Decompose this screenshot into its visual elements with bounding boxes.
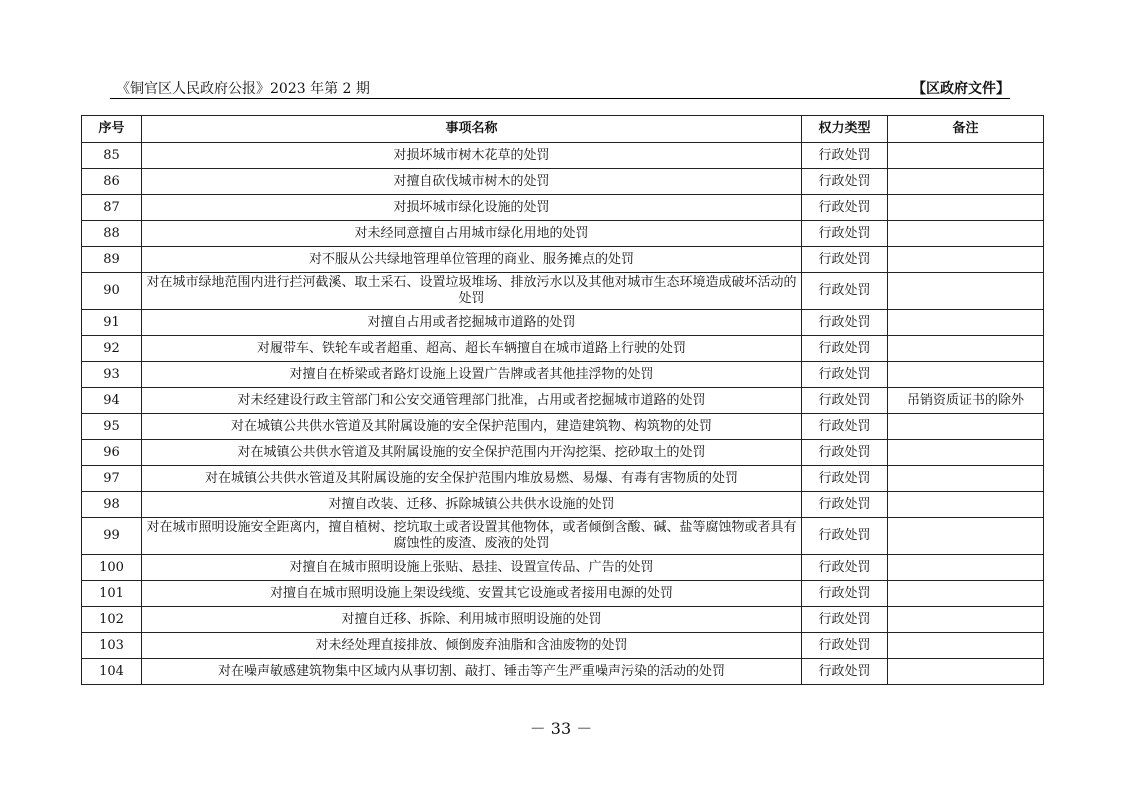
cell-note: 吊销资质证书的除外: [888, 388, 1044, 414]
cell-type: 行政处罚: [802, 169, 888, 195]
cell-name: 对履带车、铁轮车或者超重、超高、超长车辆擅自在城市道路上行驶的处罚: [142, 336, 802, 362]
cell-note: [888, 633, 1044, 659]
cell-name: 对在城市照明设施安全距离内，擅自植树、挖坑取土或者设置其他物体，或者倾倒含酸、碱、盐等腐蚀物或者具有腐蚀性的废渣、废液的处罚: [142, 518, 802, 555]
cell-note: [888, 362, 1044, 388]
cell-name: 对损坏城市树木花草的处罚: [142, 143, 802, 169]
cell-type: 行政处罚: [802, 414, 888, 440]
cell-note: [888, 195, 1044, 221]
table-row: [82, 440, 1044, 466]
cell-no: 92: [82, 336, 142, 362]
cell-name: 对未经建设行政主管部门和公安交通管理部门批准，占用或者挖掘城市道路的处罚: [142, 388, 802, 414]
column-header-name: 事项名称: [142, 116, 802, 143]
cell-no: 94: [82, 388, 142, 414]
cell-type: 行政处罚: [802, 466, 888, 492]
table-row: [82, 659, 1044, 685]
cell-note: [888, 555, 1044, 581]
cell-type: 行政处罚: [802, 659, 888, 685]
cell-name: 对擅自在桥梁或者路灯设施上设置广告牌或者其他挂浮物的处罚: [142, 362, 802, 388]
cell-name: 对未经同意擅自占用城市绿化用地的处罚: [142, 221, 802, 247]
cell-no: 89: [82, 247, 142, 273]
cell-no: 102: [82, 607, 142, 633]
cell-type: 行政处罚: [802, 336, 888, 362]
cell-name: 对擅自在城市照明设施上张贴、悬挂、设置宣传品、广告的处罚: [142, 555, 802, 581]
cell-type: 行政处罚: [802, 555, 888, 581]
cell-type: 行政处罚: [802, 440, 888, 466]
table-row: [82, 414, 1044, 440]
cell-no: 90: [82, 273, 142, 310]
cell-note: [888, 659, 1044, 685]
table-row: [82, 388, 1044, 414]
column-header-no: 序号: [82, 116, 142, 143]
cell-name: 对在城镇公共供水管道及其附属设施的安全保护范围内堆放易燃、易爆、有毒有害物质的处罚: [142, 466, 802, 492]
table-row: [82, 466, 1044, 492]
publication-title: 《铜官区人民政府公报》2023 年第 2 期: [116, 81, 370, 97]
cell-type: 行政处罚: [802, 247, 888, 273]
cell-name: 对擅自占用或者挖掘城市道路的处罚: [142, 310, 802, 336]
cell-note: [888, 518, 1044, 555]
cell-no: 86: [82, 169, 142, 195]
cell-name: 对在噪声敏感建筑物集中区域内从事切割、敲打、锤击等产生严重噪声污染的活动的处罚: [142, 659, 802, 685]
table-row: [82, 221, 1044, 247]
cell-no: 93: [82, 362, 142, 388]
cell-note: [888, 247, 1044, 273]
items-table: [81, 115, 1044, 685]
cell-type: 行政处罚: [802, 143, 888, 169]
cell-no: 96: [82, 440, 142, 466]
table-row: [82, 555, 1044, 581]
page-header: [110, 76, 1010, 99]
cell-no: 99: [82, 518, 142, 555]
cell-type: 行政处罚: [802, 607, 888, 633]
table-row: [82, 247, 1044, 273]
table-row: [82, 362, 1044, 388]
cell-no: 103: [82, 633, 142, 659]
cell-no: 101: [82, 581, 142, 607]
cell-no: 95: [82, 414, 142, 440]
table-row: [82, 581, 1044, 607]
cell-type: 行政处罚: [802, 633, 888, 659]
cell-no: 97: [82, 466, 142, 492]
table-row: [82, 310, 1044, 336]
table-row: [82, 492, 1044, 518]
cell-no: 100: [82, 555, 142, 581]
table-row: [82, 195, 1044, 221]
section-label: 【区政府文件】: [912, 81, 1010, 97]
cell-note: [888, 440, 1044, 466]
cell-type: 行政处罚: [802, 492, 888, 518]
cell-no: 88: [82, 221, 142, 247]
cell-note: [888, 143, 1044, 169]
page-number: － 33 －: [529, 719, 593, 738]
table-row: [82, 633, 1044, 659]
cell-name: 对擅自迁移、拆除、利用城市照明设施的处罚: [142, 607, 802, 633]
table-row: [82, 518, 1044, 555]
cell-name: 对在城市绿地范围内进行拦河截溪、取土采石、设置垃圾堆场、排放污水以及其他对城市生态环境造成破坏活动的处罚: [142, 273, 802, 310]
cell-name: 对擅自改装、迁移、拆除城镇公共供水设施的处罚: [142, 492, 802, 518]
column-header-type: 权力类型: [802, 116, 888, 143]
cell-name: 对在城镇公共供水管道及其附属设施的安全保护范围内，建造建筑物、构筑物的处罚: [142, 414, 802, 440]
cell-note: [888, 273, 1044, 310]
cell-no: 87: [82, 195, 142, 221]
cell-type: 行政处罚: [802, 310, 888, 336]
cell-note: [888, 221, 1044, 247]
cell-note: [888, 581, 1044, 607]
cell-type: 行政处罚: [802, 388, 888, 414]
cell-no: 85: [82, 143, 142, 169]
cell-name: 对不服从公共绿地管理单位管理的商业、服务摊点的处罚: [142, 247, 802, 273]
cell-type: 行政处罚: [802, 195, 888, 221]
cell-name: 对损坏城市绿化设施的处罚: [142, 195, 802, 221]
cell-note: [888, 336, 1044, 362]
cell-note: [888, 414, 1044, 440]
cell-note: [888, 466, 1044, 492]
cell-name: 对在城镇公共供水管道及其附属设施的安全保护范围内开沟挖渠、挖砂取土的处罚: [142, 440, 802, 466]
cell-name: 对擅自砍伐城市树木的处罚: [142, 169, 802, 195]
cell-type: 行政处罚: [802, 581, 888, 607]
cell-note: [888, 607, 1044, 633]
cell-name: 对未经处理直接排放、倾倒废弃油脂和含油废物的处罚: [142, 633, 802, 659]
cell-no: 98: [82, 492, 142, 518]
cell-name: 对擅自在城市照明设施上架设线缆、安置其它设施或者接用电源的处罚: [142, 581, 802, 607]
table-row: [82, 336, 1044, 362]
cell-type: 行政处罚: [802, 221, 888, 247]
table-row: [82, 169, 1044, 195]
column-header-note: 备注: [888, 116, 1044, 143]
cell-type: 行政处罚: [802, 362, 888, 388]
cell-note: [888, 492, 1044, 518]
table-body: [82, 143, 1044, 685]
table-header-row: [82, 116, 1044, 143]
cell-type: 行政处罚: [802, 518, 888, 555]
cell-type: 行政处罚: [802, 273, 888, 310]
cell-no: 104: [82, 659, 142, 685]
table-row: [82, 143, 1044, 169]
cell-note: [888, 169, 1044, 195]
table-row: [82, 607, 1044, 633]
cell-note: [888, 310, 1044, 336]
table-row: [82, 273, 1044, 310]
cell-no: 91: [82, 310, 142, 336]
